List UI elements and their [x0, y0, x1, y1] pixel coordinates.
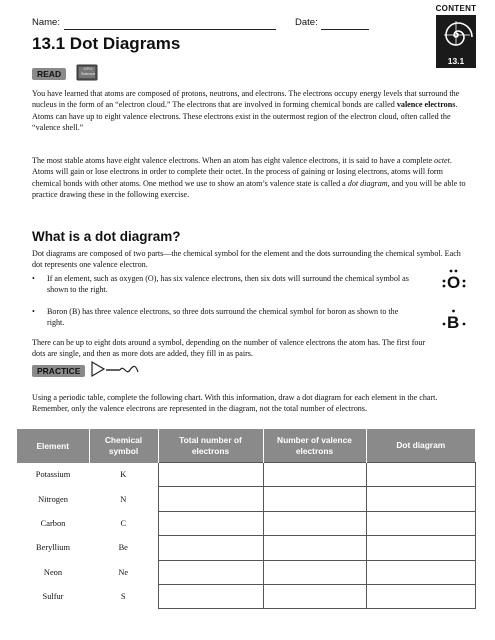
table-row: [17, 560, 475, 584]
valence-electrons-cell[interactable]: [263, 463, 366, 487]
element-cell: Sulfur: [42, 592, 64, 602]
total-electrons-cell[interactable]: [158, 584, 263, 608]
header-chemical-symbol: Chemical symbol: [89, 429, 158, 463]
header-total-electrons: Total number of electrons: [158, 429, 263, 463]
section-heading: What is a dot diagram?: [32, 229, 181, 244]
bullet-marker: •: [32, 307, 35, 316]
valence-electrons-cell[interactable]: [263, 511, 366, 535]
content-badge-word: CONTENT: [435, 4, 477, 13]
total-electrons-cell[interactable]: [158, 463, 263, 487]
valence-electrons-cell[interactable]: [263, 560, 366, 584]
date-field-line[interactable]: [321, 29, 369, 30]
valence-electrons-cell[interactable]: [263, 536, 366, 560]
page-title: 13.1 Dot Diagrams: [32, 34, 181, 53]
element-cell: Carbon: [40, 518, 66, 528]
header-dot-diagram: Dot diagram: [366, 429, 475, 463]
octet-paragraph: The most stable atoms have eight valence electrons. When an atom has eight valence electrons, it is said to have a complete octet. Atoms will gain or lose electrons in order to complete their octet. In the process of gaining or losing electrons, atoms will form chemical bonds with other atoms. One method we use to show an atom’s valence state is called a dot diagram, and you will be able to practice drawing these in the following exercise.: [32, 156, 466, 200]
total-electrons-cell[interactable]: [158, 560, 263, 584]
boron-symbol: B: [447, 313, 460, 332]
symbol-cell: Be: [118, 543, 128, 553]
name-label: Name:: [32, 17, 60, 28]
table-row: [17, 511, 475, 535]
total-electrons-cell[interactable]: [158, 511, 263, 535]
pencil-icon: [90, 360, 140, 380]
intro-paragraph: You have learned that atoms are composed of protons, neutrons, and electrons. The electrons occupy energy levels that surround the nucleus in the form of an “electron cloud.” The electrons that are involved in forming chemical bonds are called valence electrons. Atoms can have up to eight valence electrons. These electrons exist in the outermost region of the electron cloud, often called the “valence shell.”: [32, 89, 460, 133]
dot-diagram-cell[interactable]: [366, 536, 475, 560]
content-badge: [432, 4, 480, 66]
symbol-cell: S: [120, 592, 126, 602]
nautilus-shell-icon: [436, 15, 476, 55]
element-cell: Nitrogen: [38, 494, 68, 504]
table-header-row: [17, 429, 475, 463]
element-cell: Neon: [43, 567, 63, 577]
valence-electrons-cell[interactable]: [263, 487, 366, 511]
bullet-text: Boron (B) has three valence electrons, so three dots surround the chemical symbol for boron as shown to the right.: [47, 307, 399, 328]
section-paragraph: Dot diagrams are composed of two parts—the chemical symbol for the element and the dots surrounding the chemical symbol. Each dot represents one valence electron.: [32, 249, 461, 270]
oxygen-valence-dots: [436, 266, 470, 300]
symbol-cell: Ne: [118, 567, 129, 577]
oxygen-dot-diagram: [436, 266, 470, 300]
practice-tag-label: PRACTICE: [32, 365, 85, 377]
table-row: [17, 536, 475, 560]
boron-valence-dots: [436, 306, 470, 340]
boron-dot-diagram: [436, 306, 470, 340]
name-field-line[interactable]: [64, 29, 276, 30]
element-cell: Potassium: [35, 470, 71, 480]
header-valence-electrons: Number of valence electrons: [263, 429, 366, 463]
read-tag-label: READ: [32, 68, 66, 80]
dot-diagram-cell[interactable]: [366, 463, 475, 487]
table-row: [17, 463, 475, 487]
book-icon-text: CPO Science: [80, 66, 96, 76]
date-label: Date:: [295, 17, 318, 28]
total-electrons-cell[interactable]: [158, 487, 263, 511]
oxygen-symbol: O: [447, 273, 461, 292]
bullet-text: If an element, such as oxygen (O), has six valence electrons, then six dots will surround the chemical symbol as shown to the right.: [47, 274, 409, 295]
practice-paragraph: Using a periodic table, complete the following chart. With this information, draw a dot diagram for each element in the chart. Remember, only the valence electrons are represented in the diagram, not the total number of electrons.: [32, 393, 438, 414]
valence-electrons-cell[interactable]: [263, 584, 366, 608]
dot-diagram-cell[interactable]: [366, 487, 475, 511]
symbol-cell: C: [120, 518, 127, 528]
total-electrons-cell[interactable]: [158, 536, 263, 560]
symbol-cell: N: [120, 494, 127, 504]
bullet-marker: •: [32, 274, 35, 283]
dot-diagram-cell[interactable]: [366, 584, 475, 608]
dot-diagram-table: [17, 429, 476, 609]
table-row: [17, 584, 475, 608]
header-element: Element: [17, 429, 89, 463]
table-row: [17, 487, 475, 511]
element-cell: Beryllium: [36, 543, 70, 553]
closing-paragraph: There can be up to eight dots around a symbol, depending on the number of valence electrons the atom has. The first four dots are single, and then as more dots are added, they fill in as pairs.: [32, 338, 426, 359]
dot-diagram-cell[interactable]: [366, 560, 475, 584]
dot-diagram-cell[interactable]: [366, 511, 475, 535]
content-badge-number: 13.1: [436, 55, 476, 68]
symbol-cell: K: [120, 470, 127, 480]
